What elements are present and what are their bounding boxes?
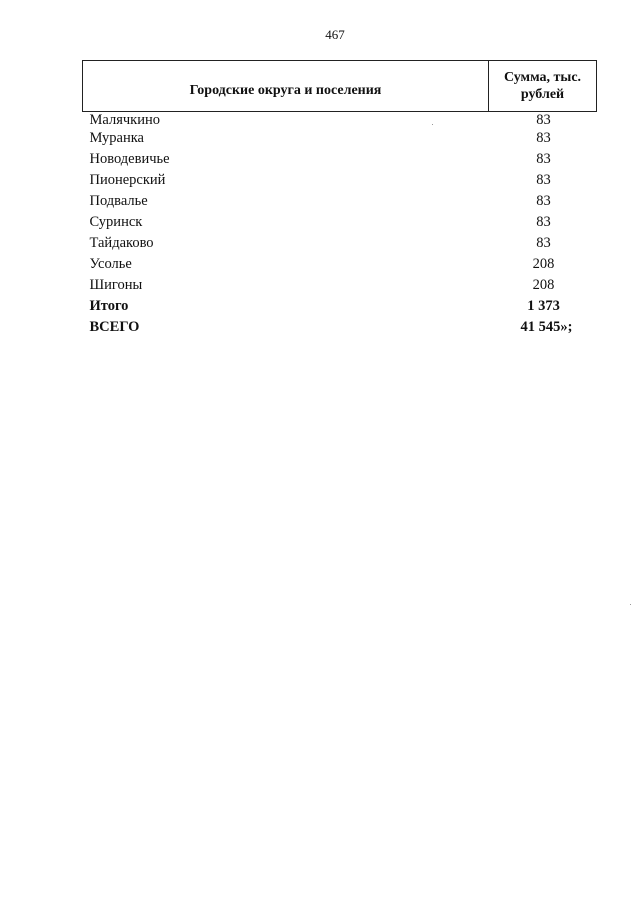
row-sum-value: 83 [536, 130, 551, 146]
scan-speck [432, 124, 433, 125]
table-row [83, 233, 597, 254]
row-sum [489, 191, 597, 212]
header-sum-line2: рублей [520, 87, 565, 102]
row-sum-value: 83 [536, 214, 551, 230]
header-name-column: Городские округа и поселения [83, 61, 489, 112]
row-sum [489, 128, 597, 149]
row-name: Муранка [89, 130, 144, 146]
table-row [83, 128, 597, 149]
row-name: Шигоны [89, 277, 143, 293]
table-row [83, 212, 597, 233]
table-header [83, 61, 597, 112]
row-sum-value: 83 [536, 151, 551, 167]
row-sum [489, 254, 597, 275]
row-name: Новодевичье [89, 151, 170, 167]
row-sum-value: 83 [536, 193, 551, 209]
row-name: Пионерский [89, 172, 166, 188]
allocation-table-grid [82, 60, 597, 338]
allocation-table [82, 60, 596, 338]
table-row [83, 191, 597, 212]
row-name: Усолье [89, 256, 132, 272]
row-sum [489, 275, 597, 296]
page-number: 467 [325, 27, 345, 42]
row-name: Подвалье [89, 193, 148, 209]
row-name: Малячкино [89, 112, 160, 128]
row-sum [489, 233, 597, 254]
row-sum-value: 208 [532, 277, 555, 293]
total-sum [489, 296, 597, 317]
grand-total-sum-value: 41 545»; [520, 319, 573, 335]
row-sum [489, 149, 597, 170]
row-sum-value: 208 [532, 256, 555, 272]
row-sum-value: 83 [536, 235, 551, 251]
total-label: Итого [89, 298, 129, 314]
table-row [83, 149, 597, 170]
row-name: Суринск [89, 214, 143, 230]
table-row [83, 170, 597, 191]
table-body [83, 112, 597, 339]
grand-total-label: ВСЕГО [89, 319, 140, 335]
table-row [83, 112, 597, 129]
row-sum [489, 112, 597, 129]
row-sum-value: 83 [536, 112, 551, 128]
grand-total-sum [489, 317, 597, 338]
scan-speck [630, 604, 631, 605]
row-sum [489, 212, 597, 233]
table-row [83, 275, 597, 296]
grand-total-row [83, 317, 597, 338]
row-sum-value: 83 [536, 172, 551, 188]
total-row [83, 296, 597, 317]
table-row [83, 254, 597, 275]
row-sum [489, 170, 597, 191]
header-sum-line1: Сумма, тыс. [503, 70, 582, 85]
total-sum-value: 1 373 [527, 298, 560, 314]
header-sum-column [489, 61, 597, 112]
row-name: Тайдаково [89, 235, 154, 251]
